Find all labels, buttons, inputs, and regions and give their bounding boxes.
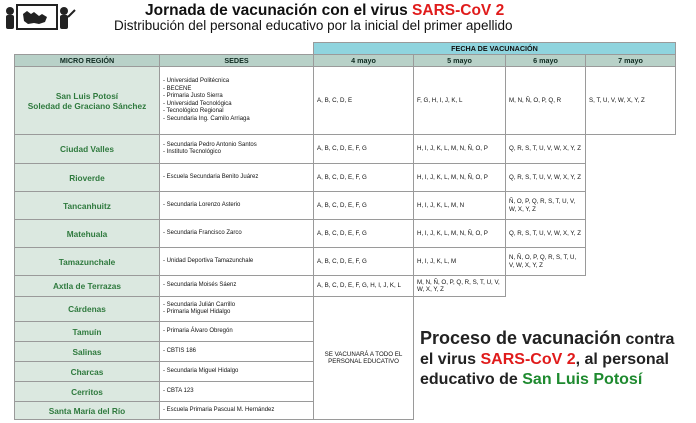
- sedes-cell: [160, 322, 314, 342]
- letters-cell: H, I, J, K, L, M, N: [414, 192, 506, 220]
- micro-region-cell: Axtla de Terrazas: [15, 276, 160, 297]
- table-row: [15, 67, 676, 135]
- letters-cell: A, B, C, D, E, F, G: [314, 220, 414, 248]
- promo-virus: SARS-CoV 2: [480, 351, 576, 368]
- letters-cell: A, B, C, D, E: [314, 67, 414, 135]
- letters-cell: Q, R, S, T, U, V, W, X, Y, Z: [506, 164, 586, 192]
- letters-cell: S, T, U, V, W, X, Y, Z: [586, 67, 676, 135]
- micro-region-cell: Cárdenas: [15, 297, 160, 322]
- sede-item: - Escuela Primaria Pascual M. Hernández: [163, 406, 275, 413]
- promo-state: San Luis Potosí: [522, 371, 643, 388]
- sedes-cell: [160, 220, 314, 248]
- sedes-cell: [160, 362, 314, 382]
- col-header-date: 6 mayo: [506, 55, 586, 67]
- table-row: [15, 297, 676, 322]
- sede-item: - Primaria Álvaro Obregón: [163, 327, 233, 334]
- promo-line: [420, 328, 674, 350]
- promo-text: [420, 328, 674, 390]
- promo-word: educativo de: [420, 371, 523, 388]
- letters-cell: N, Ñ, O, P, Q, R, S, T, U, V, W, X, Y, Z: [506, 248, 586, 276]
- empty-cell: [586, 248, 676, 276]
- sedes-cell: [160, 276, 314, 297]
- table-row: [15, 135, 676, 164]
- micro-region-cell: Ciudad Valles: [15, 135, 160, 164]
- promo-word: el virus: [420, 351, 481, 368]
- sede-item: - Primaria Miguel Hidalgo: [163, 309, 231, 315]
- all-staff-note: SE VACUNARÁ A TODO EL PERSONAL EDUCATIVO: [314, 297, 414, 420]
- micro-region-cell: Matehuala: [15, 220, 160, 248]
- promo-word: contra: [621, 331, 675, 348]
- promo-line: [420, 350, 674, 370]
- sede-item: - CBTIS 186: [163, 347, 197, 354]
- col-header-date: 5 mayo: [414, 55, 506, 67]
- empty-cell: [586, 192, 676, 220]
- micro-region-cell: Charcas: [15, 362, 160, 382]
- micro-region-cell: [15, 67, 160, 135]
- page-subtitle: Distribución del personal educativo por la inicial del primer apellido: [114, 18, 513, 33]
- table-row: [15, 248, 676, 276]
- sedes-cell: [160, 402, 314, 420]
- letters-cell: F, G, H, I, J, K, L: [414, 67, 506, 135]
- title-virus: SARS-CoV 2: [412, 2, 505, 19]
- sede-item: - Primaria Justo Sierra: [163, 93, 223, 99]
- classroom-illustration-icon: [5, 2, 105, 32]
- region-name-line: Soledad de Graciano Sánchez: [27, 100, 147, 111]
- col-header-sedes: SEDES: [160, 55, 314, 67]
- empty-cell: [586, 164, 676, 192]
- col-header-date: 7 mayo: [586, 55, 676, 67]
- sede-item: - BECENE: [163, 85, 192, 92]
- fecha-header: FECHA DE VACUNACIÓN: [314, 43, 676, 55]
- sede-item: - Instituto Tecnológico: [163, 149, 221, 155]
- micro-region-cell: Tamazunchale: [15, 248, 160, 276]
- micro-region-cell: Santa María del Río: [15, 402, 160, 420]
- empty-cell: [586, 135, 676, 164]
- sedes-cell: [160, 342, 314, 362]
- letters-cell: A, B, C, D, E, F, G, H, I, J, K, L: [314, 276, 414, 297]
- sede-item: - Universidad Politécnica: [163, 78, 230, 84]
- col-header-micro-region: MICRO REGIÓN: [15, 55, 160, 67]
- sede-item: - Secundaria Ing. Camilo Arriaga: [163, 115, 250, 122]
- letters-cell: Q, R, S, T, U, V, W, X, Y, Z: [506, 135, 586, 164]
- promo-word: , al personal: [575, 351, 669, 368]
- micro-region-cell: Tamuín: [15, 322, 160, 342]
- blank-corner: [15, 43, 314, 55]
- col-header-date: 4 mayo: [314, 55, 414, 67]
- sedes-cell: [160, 192, 314, 220]
- letters-cell: M, N, Ñ, O, P, Q, R, S, T, U, V, W, X, Y, Z: [414, 276, 506, 297]
- sedes-cell: [160, 164, 314, 192]
- letters-cell: H, I, J, K, L, M, N, Ñ, O, P: [414, 164, 506, 192]
- letters-cell: A, B, C, D, E, F, G: [314, 248, 414, 276]
- sede-item: - Secundaria Francisco Zarco: [163, 229, 242, 236]
- letters-cell: Q, R, S, T, U, V, W, X, Y, Z: [506, 220, 586, 248]
- sede-item: - Secundaria Miguel Hidalgo: [163, 367, 239, 374]
- sede-item: - Escuela Secundaria Benito Juárez: [163, 173, 259, 180]
- sedes-cell: [160, 135, 314, 164]
- title-prefix: Jornada de vacunación con el virus: [145, 2, 413, 19]
- letters-cell: H, I, J, K, L, M, N, Ñ, O, P: [414, 220, 506, 248]
- table-row: [15, 192, 676, 220]
- sede-item: - Secundaria Lorenzo Asterio: [163, 201, 241, 208]
- sede-item: - Secundaria Julián Carrillo: [163, 301, 236, 308]
- letters-cell: A, B, C, D, E, F, G: [314, 135, 414, 164]
- letters-cell: H, I, J, K, L, M: [414, 248, 506, 276]
- region-name-line: San Luis Potosí: [55, 90, 119, 101]
- sede-item: - Secundaria Pedro Antonio Santos: [163, 141, 257, 148]
- sedes-cell: [160, 382, 314, 402]
- letters-cell: H, I, J, K, L, M, N, Ñ, O, P: [414, 135, 506, 164]
- sede-item: - Tecnológico Regional: [163, 108, 224, 114]
- sede-item: - Universidad Tecnológica: [163, 100, 232, 107]
- promo-line: [420, 370, 674, 390]
- micro-region-cell: Salinas: [15, 342, 160, 362]
- sedes-cell: [160, 297, 314, 322]
- micro-region-cell: Rioverde: [15, 164, 160, 192]
- empty-cell: [506, 276, 676, 297]
- sedes-cell: [160, 248, 314, 276]
- micro-region-cell: Cerritos: [15, 382, 160, 402]
- promo-word: Proceso de vacunación: [420, 328, 622, 348]
- sede-item: - Secundaria Moisés Sáenz: [163, 282, 237, 289]
- letters-cell: Ñ, O, P, Q, R, S, T, U, V, W, X, Y, Z: [506, 192, 586, 220]
- table-row: [15, 220, 676, 248]
- sede-item: - CBTA 123: [163, 387, 194, 394]
- table-row: [15, 276, 676, 297]
- micro-region-cell: Tancanhuitz: [15, 192, 160, 220]
- empty-cell: [586, 220, 676, 248]
- sedes-cell: [160, 67, 314, 135]
- table-row: [15, 164, 676, 192]
- letters-cell: A, B, C, D, E, F, G: [314, 164, 414, 192]
- letters-cell: A, B, C, D, E, F, G: [314, 192, 414, 220]
- letters-cell: M, N, Ñ, O, P, Q, R: [506, 67, 586, 135]
- sede-item: - Unidad Deportiva Tamazunchale: [163, 257, 254, 264]
